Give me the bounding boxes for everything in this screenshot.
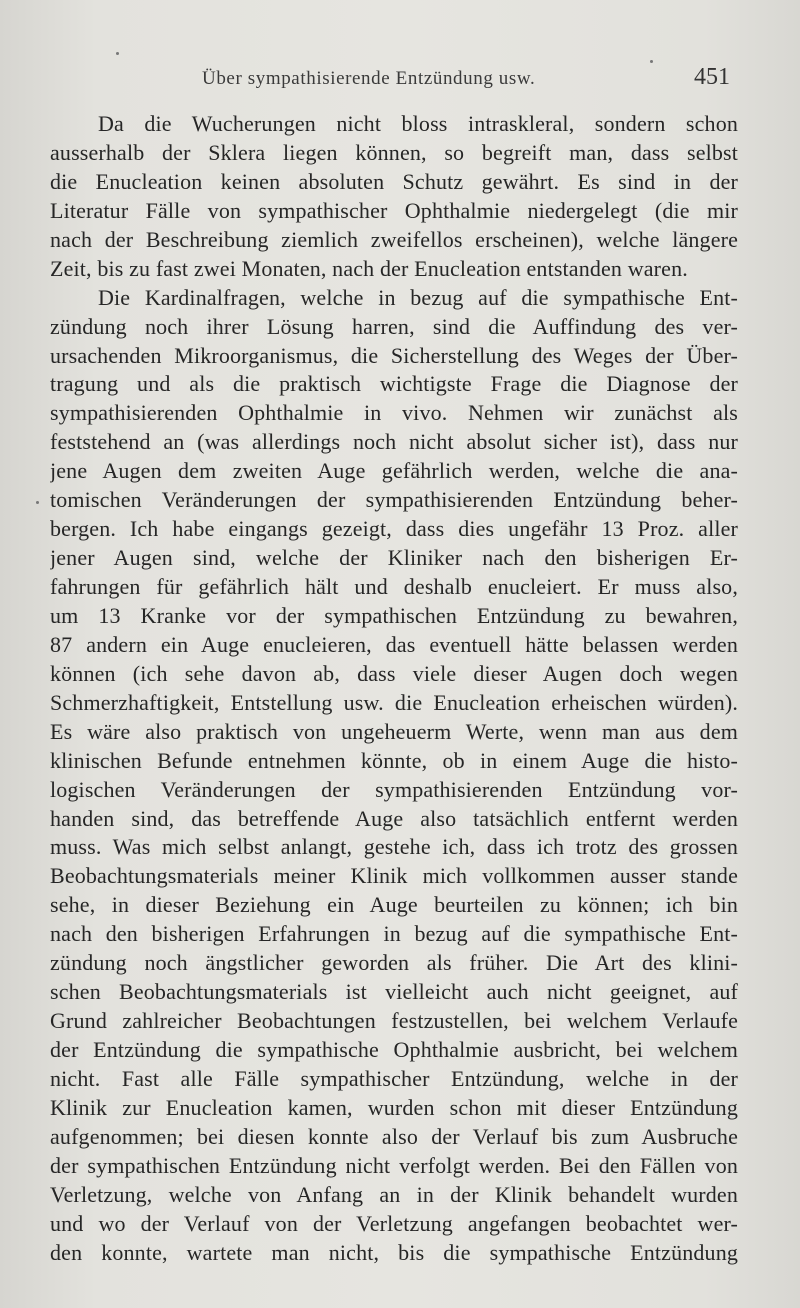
- paper-speck: [36, 501, 39, 504]
- text-line: um 13 Kranke vor der sympathischen Entzündung zu bewahren,: [50, 602, 738, 628]
- text-line: nach den bisherigen Erfahrungen in bezug auf die sympathische Ent-: [50, 921, 738, 947]
- text-line: Es wäre also praktisch von ungeheuerm Werte, wenn man aus dem: [50, 718, 738, 744]
- text-line: Schmerzhaftigkeit, Entstellung usw. die Enucleation erheischen würden).: [50, 689, 738, 715]
- text-line: der Entzündung die sympathische Ophthalmie ausbricht, bei welchem: [50, 1037, 738, 1062]
- text-line: sehe, in dieser Beziehung ein Auge beurteilen zu können; ich bin: [50, 892, 738, 918]
- text-line: Beobachtungsmaterials meiner Klinik mich vollkommen ausser stande: [50, 863, 738, 889]
- body-text: [50, 110, 738, 1268]
- text-line: jene Augen dem zweiten Auge gefährlich werden, welche die ana-: [50, 458, 738, 484]
- text-line: ausserhalb der Sklera liegen können, so begreift man, dass selbst: [50, 139, 738, 165]
- text-line: sympathisierenden Ophthalmie in vivo. Nehmen wir zunächst als: [50, 400, 738, 426]
- text-line: und wo der Verlauf von der Verletzung angefangen beobachtet wer-: [50, 1210, 738, 1236]
- text-line: klinischen Befunde entnehmen könnte, ob in einem Auge die histo-: [50, 747, 738, 773]
- text-line: ursachenden Mikroorganismus, die Sicherstellung des Weges der Über-: [50, 342, 738, 368]
- text-line: Die Kardinalfragen, welche in bezug auf die sympathische Ent-: [98, 284, 738, 310]
- running-head: [150, 66, 734, 96]
- paper-speck: [650, 60, 653, 63]
- text-line: Verletzung, welche von Anfang an in der Klinik behandelt wurden: [50, 1181, 738, 1207]
- text-line: Grund zahlreicher Beobachtungen festzustellen, bei welchem Verlaufe: [50, 1008, 738, 1034]
- paper-speck: [116, 52, 119, 55]
- text-line: bergen. Ich habe eingangs gezeigt, dass dies ungefähr 13 Proz. aller: [50, 516, 738, 542]
- text-line: die Enucleation keinen absoluten Schutz gewährt. Es sind in der: [50, 168, 738, 194]
- text-line: feststehend an (was allerdings noch nicht absolut sicher ist), dass nur: [50, 429, 738, 455]
- text-line: den konnte, wartete man nicht, bis die sympathische Entzündung: [50, 1239, 738, 1265]
- text-line: logischen Veränderungen der sympathisierenden Entzündung vor-: [50, 776, 738, 802]
- text-line: 87 andern ein Auge enucleieren, das eventuell hätte belassen werden: [50, 631, 738, 657]
- text-line: Klinik zur Enucleation kamen, wurden schon mit dieser Entzündung: [50, 1094, 738, 1120]
- text-line: Literatur Fälle von sympathischer Ophthalmie niedergelegt (die mir: [50, 197, 738, 223]
- text-line: handen sind, das betreffende Auge also tatsächlich entfernt werden: [50, 805, 738, 831]
- text-line: der sympathischen Entzündung nicht verfolgt werden. Bei den Fällen von: [50, 1152, 738, 1178]
- text-line: nicht. Fast alle Fälle sympathischer Entzündung, welche in der: [50, 1065, 738, 1091]
- text-line: können (ich sehe davon ab, dass viele dieser Augen doch wegen: [50, 660, 738, 686]
- text-line: zündung noch ihrer Lösung harren, sind die Auffindung des ver-: [50, 313, 738, 339]
- text-line: nach der Beschreibung ziemlich zweifellos erscheinen), welche längere: [50, 226, 738, 252]
- text-line: tragung und als die praktisch wichtigste Frage die Diagnose der: [50, 371, 738, 397]
- running-head-title: Über sympathisierende Entzündung usw.: [202, 68, 536, 89]
- text-line: tomischen Veränderungen der sympathisierenden Entzündung beher-: [50, 487, 738, 513]
- text-line: fahrungen für gefährlich hält und deshalb enucleiert. Er muss also,: [50, 574, 738, 599]
- text-line: Zeit, bis zu fast zwei Monaten, nach der Enucleation entstanden waren.: [50, 255, 688, 281]
- text-line: muss. Was mich selbst anlangt, gestehe ich, dass ich trotz des grossen: [50, 834, 738, 860]
- text-line: Da die Wucherungen nicht bloss intraskleral, sondern schon: [98, 111, 738, 136]
- text-line: aufgenommen; bei diesen konnte also der Verlauf bis zum Ausbruche: [50, 1123, 738, 1149]
- text-line: jener Augen sind, welche der Kliniker nach den bisherigen Er-: [50, 545, 738, 571]
- text-line: zündung noch ängstlicher geworden als früher. Die Art des klini-: [50, 950, 738, 976]
- text-line: schen Beobachtungsmaterials ist vielleicht auch nicht geeignet, auf: [50, 979, 738, 1005]
- page-number: 451: [694, 64, 730, 90]
